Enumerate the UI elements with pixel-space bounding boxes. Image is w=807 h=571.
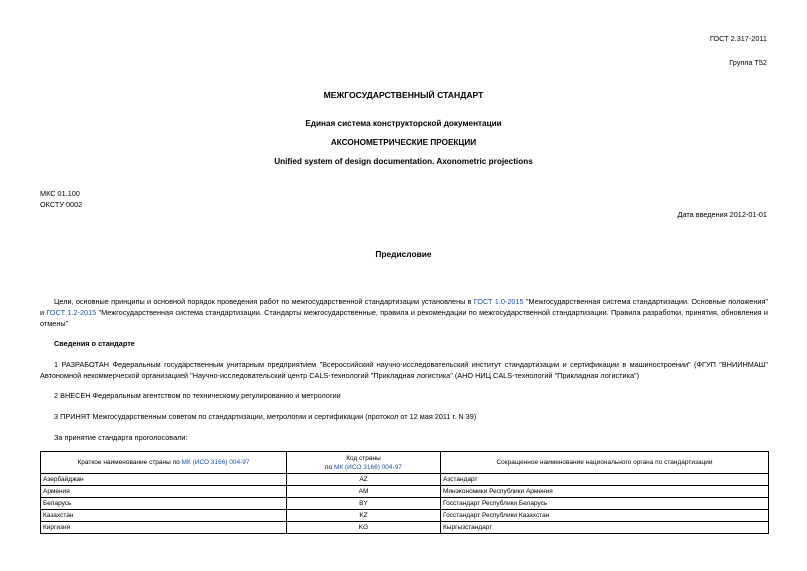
country-cell: Азербайджан	[41, 474, 287, 486]
intro-text-2: "Межгосударственная система стандартизации. Основные положения" и	[40, 297, 768, 317]
standard-category: МЕЖГОСУДАРСТВЕННЫЙ СТАНДАРТ	[323, 90, 484, 100]
code-cell: KZ	[287, 510, 441, 522]
foreword-intro	[40, 296, 768, 329]
table-row	[41, 510, 769, 522]
country-cell: Армения	[41, 486, 287, 498]
country-header-text: Краткое наименование страны по	[77, 459, 182, 466]
mk-iso-3166-link[interactable]: МК (ИСО 3166) 004-97	[181, 459, 250, 466]
body-cell: Кыргызстандарт	[441, 522, 769, 534]
standard-system: Единая система конструкторской документации	[305, 119, 502, 128]
body-cell: Азстандарт	[441, 474, 769, 486]
table-header-row	[41, 452, 769, 474]
gost-1-0-2015-link[interactable]: ГОСТ 1.0-2015	[473, 297, 524, 306]
item-adopted: 3 ПРИНЯТ Межгосударственным советом по стандартизации, метрологии и сертификации (протокол от 12 мая 2011 г. N 39)	[54, 412, 477, 421]
okstu-code: ОКСТУ 0002	[40, 200, 83, 209]
table-row	[41, 498, 769, 510]
approval-table	[40, 451, 769, 534]
effective-date: Дата введения 2012-01-01	[677, 210, 767, 219]
country-cell: Киргизия	[41, 522, 287, 534]
table-row	[41, 522, 769, 534]
code-cell: KG	[287, 522, 441, 534]
column-header-country	[41, 452, 287, 474]
table-row	[41, 486, 769, 498]
intro-text-3: "Межгосударственная система стандартизации. Стандарты межгосударственные, правила и рекомендации по межгосударственной стандартизации. Правила разработки, принятия, обновления и отмены"	[40, 308, 769, 328]
code-cell: AM	[287, 486, 441, 498]
body-cell: Госстандарт Республики Казахстан	[441, 510, 769, 522]
standard-designation: ГОСТ 2.317-2011	[709, 34, 767, 43]
group-code: Группа Т52	[729, 58, 767, 67]
code-header-prefix: по	[325, 463, 334, 471]
gost-1-2-2015-link[interactable]: ГОСТ 1.2-2015	[46, 308, 97, 317]
item-developed: 1 РАЗРАБОТАН Федеральным государственным унитарным предприятием "Всероссийский научно-исследовательский институт стандартизации и сертификации в машиностроении" (ФГУП "ВНИИНМАШ" Автономной некоммерческой организацией "Научно-исследовательский центр CALS-технологий "Прикладная логистика" (АНО НИЦ CALS-технологий "Прикладная логистика")	[40, 360, 768, 380]
column-header-body: Сокращенное наименование национального органа по стандартизации	[441, 452, 769, 474]
intro-text-1: Цели, основные принципы и основной порядок проведения работ по межгосударственной стандартизации установлены в	[54, 297, 474, 306]
column-header-code	[287, 452, 441, 474]
code-cell: BY	[287, 498, 441, 510]
body-cell: Госстандарт Республики Беларусь	[441, 498, 769, 510]
code-header-line1: Код страны	[346, 454, 381, 462]
standard-title: АКСОНОМЕТРИЧЕСКИЕ ПРОЕКЦИИ	[330, 138, 477, 147]
country-cell: Казахстан	[41, 510, 287, 522]
body-cell: Минэкономики Республики Армения	[441, 486, 769, 498]
mks-code: МКС 01.100	[40, 189, 80, 198]
voted-label: За принятие стандарта проголосовали:	[54, 433, 188, 442]
standard-english-title: Unified system of design documentation. Axonometric projections	[274, 157, 533, 166]
item-submitted: 2 ВНЕСЕН Федеральным агентством по техническому регулированию и метрологии	[54, 391, 341, 400]
info-heading: Сведения о стандарте	[54, 339, 135, 348]
country-cell: Беларусь	[41, 498, 287, 510]
foreword-heading: Предисловие	[375, 249, 432, 259]
mk-iso-3166-code-link[interactable]: МК (ИСО 3166) 004-97	[334, 463, 402, 471]
table-row	[41, 474, 769, 486]
code-cell: AZ	[287, 474, 441, 486]
